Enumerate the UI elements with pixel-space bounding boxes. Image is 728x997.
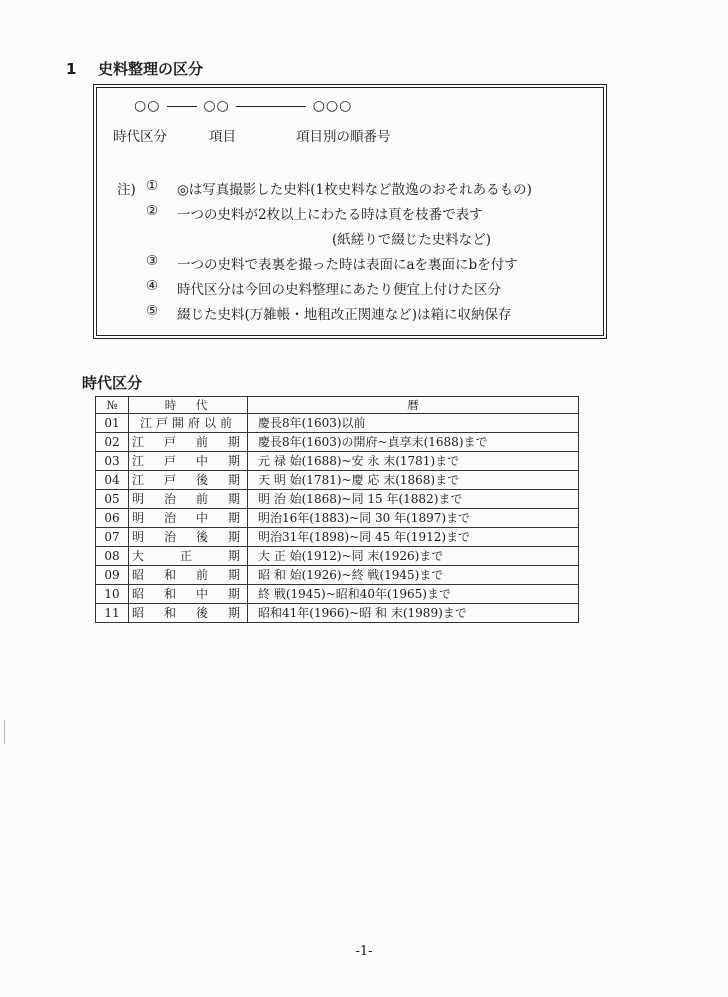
note-marker: ④ (146, 278, 159, 294)
note-text: 一つの史料で表裏を撮った時は表面にaを裏面にbを付す (177, 257, 518, 273)
legend-box (96, 87, 604, 336)
row-era: 江 戸 後 期 (129, 471, 248, 490)
note-marker: ① (146, 178, 159, 194)
format-connector (236, 106, 306, 107)
table-row (96, 509, 579, 528)
row-no: 04 (96, 471, 129, 490)
row-calendar: 天 明 始(1781)~慶 応 末(1868)まで (248, 471, 579, 490)
row-calendar: 昭和41年(1966)~昭 和 末(1989)まで (248, 604, 579, 623)
table-row (96, 452, 579, 471)
table-row (96, 433, 579, 452)
table-row (96, 471, 579, 490)
row-calendar: 昭 和 始(1926)~終 戦(1945)まで (248, 566, 579, 585)
row-era: 昭 和 中 期 (129, 585, 248, 604)
row-calendar: 明 治 始(1868)~同 15 年(1882)まで (248, 490, 579, 509)
row-era: 明 治 中 期 (129, 509, 248, 528)
table-row (96, 490, 579, 509)
table-row (96, 585, 579, 604)
row-calendar: 慶長8年(1603)以前 (248, 414, 579, 433)
row-era: 昭 和 後 期 (129, 604, 248, 623)
row-no: 11 (96, 604, 129, 623)
notes-prefix: 注) (117, 182, 136, 198)
format-serial-code: ○○○ (312, 98, 353, 114)
header-calendar: 暦 (248, 397, 579, 414)
table-header-row (96, 397, 579, 414)
note-text: (紙縒りで綴じた史料など) (332, 232, 492, 248)
format-connector (167, 106, 197, 107)
row-calendar: 明治31年(1898)~同 45 年(1912)まで (248, 528, 579, 547)
note-marker: ⑤ (146, 303, 159, 319)
label-serial: 項目別の順番号 (296, 129, 391, 145)
era-section-title: 時代区分 (82, 374, 143, 392)
row-era: 明 治 後 期 (129, 528, 248, 547)
table-row (96, 566, 579, 585)
row-calendar: 大 正 始(1912)~同 末(1926)まで (248, 547, 579, 566)
table-row (96, 414, 579, 433)
row-no: 10 (96, 585, 129, 604)
note-text: 一つの史料が2枚以上にわたる時は頁を枝番で表す (177, 207, 483, 223)
era-table (95, 396, 579, 623)
row-era: 大 正 期 (129, 547, 248, 566)
header-no: № (96, 397, 129, 414)
note-text: 時代区分は今回の史料整理にあたり便宜上付けた区分 (177, 282, 501, 298)
section-title: 史料整理の区分 (98, 60, 204, 78)
scan-edge-mark (4, 720, 5, 744)
format-item-code: ○○ (203, 98, 230, 114)
row-calendar: 元 禄 始(1688)~安 永 末(1781)まで (248, 452, 579, 471)
row-no: 06 (96, 509, 129, 528)
row-era: 昭 和 前 期 (129, 566, 248, 585)
note-text: 綴じた史料(万雑帳・地租改正関連など)は箱に収納保存 (177, 307, 512, 323)
label-era: 時代区分 (113, 129, 167, 145)
note-marker: ② (146, 203, 159, 219)
row-no: 07 (96, 528, 129, 547)
row-no: 01 (96, 414, 129, 433)
row-no: 02 (96, 433, 129, 452)
section-heading (66, 58, 203, 79)
table-row (96, 547, 579, 566)
row-no: 03 (96, 452, 129, 471)
row-calendar: 慶長8年(1603)の開府~貞享末(1688)まで (248, 433, 579, 452)
row-era: 明 治 前 期 (129, 490, 248, 509)
section-number: 1 (66, 60, 77, 78)
table-row (96, 604, 579, 623)
row-calendar: 終 戦(1945)~昭和40年(1965)まで (248, 585, 579, 604)
row-era: 江 戸 前 期 (129, 433, 248, 452)
table-row (96, 528, 579, 547)
label-item: 項目 (209, 129, 236, 145)
row-no: 08 (96, 547, 129, 566)
row-era: 江 戸 中 期 (129, 452, 248, 471)
row-calendar: 明治16年(1883)~同 30 年(1897)まで (248, 509, 579, 528)
code-format (134, 98, 352, 114)
format-era-code: ○○ (134, 98, 161, 114)
header-era: 時 代 (129, 397, 248, 414)
note-marker: ③ (146, 253, 159, 269)
note-text: ◎は写真撮影した史料(1枚史料など散逸のおそれあるもの) (177, 182, 532, 198)
row-no: 05 (96, 490, 129, 509)
row-no: 09 (96, 566, 129, 585)
page-number: -1- (355, 944, 373, 959)
row-era: 江戸開府以前 (129, 414, 248, 433)
